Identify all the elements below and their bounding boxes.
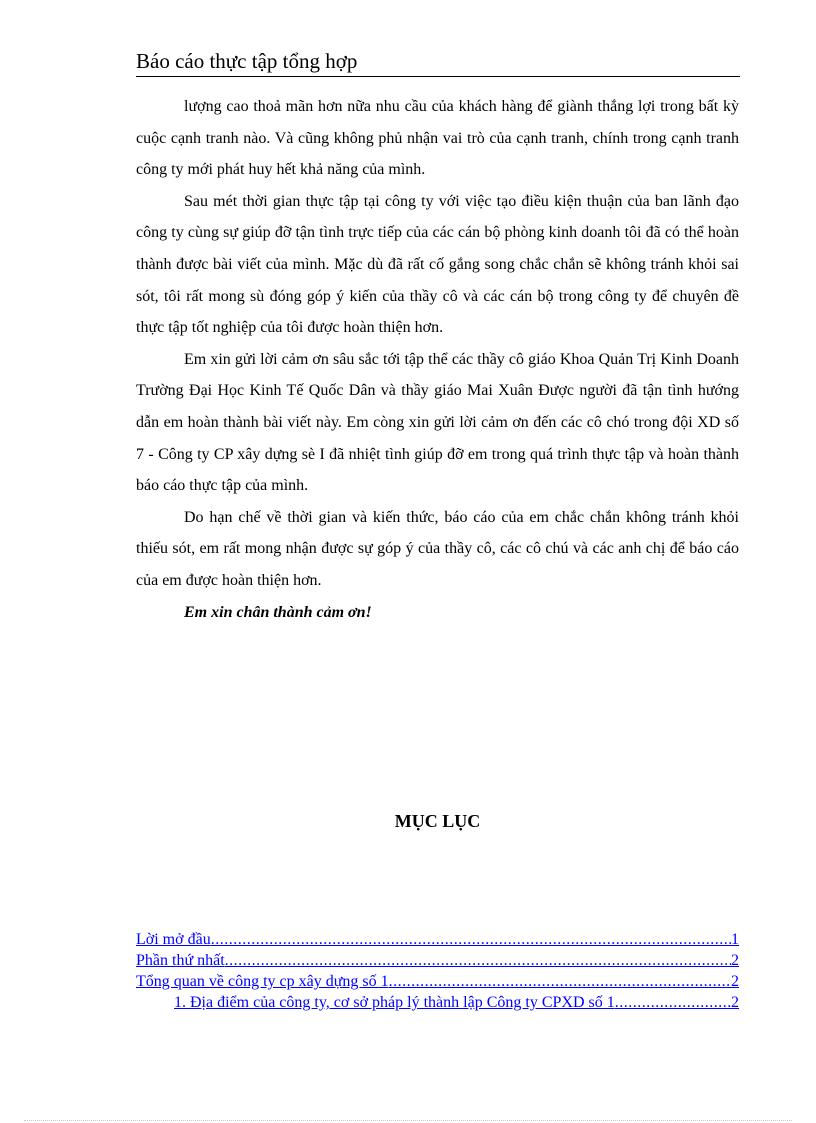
toc-entry-page: 2 [731, 973, 739, 990]
toc-dot-leader [225, 950, 731, 971]
toc-entry-dia-diem[interactable] [136, 992, 739, 1013]
toc-dot-leader [615, 992, 731, 1013]
toc-entry-label: Tổng quan về công ty cp xây dựng số 1 [136, 973, 389, 990]
page-bottom-divider [24, 1120, 792, 1121]
paragraph: lượng cao thoả mãn hơn nữa nhu cầu của khách hàng để giành thắng lợi trong bất kỳ cuộc cạnh tranh nào. Và cũng không phủ nhận vai trò của cạnh tranh, chính trong cạnh tranh công ty mới phát huy hết khả năng của mình. [136, 98, 739, 179]
page-header [136, 48, 740, 77]
toc-entry-page: 2 [731, 952, 739, 969]
toc-entry-tong-quan[interactable] [136, 971, 739, 992]
toc-entry-loi-mo-dau[interactable] [136, 929, 739, 950]
toc-dot-leader [211, 929, 731, 950]
toc-entry-phan-thu-nhat[interactable] [136, 950, 739, 971]
toc-entry-label: Lời mở đầu [136, 931, 211, 948]
toc-heading: MỤC LỤC [394, 811, 481, 831]
toc-entry-label: Phần thứ nhất [136, 952, 225, 969]
closing-line: Em xin chân thành cảm ơn! [184, 603, 372, 621]
paragraph: Em xin gửi lời cảm ơn sâu sắc tới tập thể các thầy cô giáo Khoa Quản Trị Kinh Doanh Trường Đại Học Kinh Tế Quốc Dân và thầy giáo Mai Xuân Được người đã tận tình hướng dẫn em hoàn thành bài viết này. Em còng xin gửi lời cảm ơn đến các cô chó trong đội XD số 7 - Công ty CP xây dựng sè I đã nhiệt tình giúp đỡ em trong quá trình thực tập và hoàn thành báo cáo thực tập của mình. [136, 350, 739, 495]
table-of-contents [136, 929, 739, 1013]
body-text [136, 91, 739, 628]
toc-entry-page: 1 [731, 931, 739, 948]
toc-entry-label: 1. Địa điểm của công ty, cơ sở pháp lý thành lập Công ty CPXD số 1 [174, 994, 615, 1011]
paragraph: Sau mét thời gian thực tập tại công ty với việc tạo điều kiện thuận của ban lãnh đạo công ty cùng sự giúp đỡ tận tình trực tiếp của các cán bộ phòng kinh doanh tôi đã có thể hoàn thành được bài viết của mình. Mặc dù đã rất cố gắng song chắc chắn sẽ không tránh khỏi sai sót, tôi rất mong sù đóng góp ý kiến của thầy cô và các cán bộ trong công ty để chuyên đề thực tập tốt nghiệp của tôi được hoàn thiện hơn. [136, 192, 739, 337]
paragraph: Do hạn chế về thời gian và kiến thức, báo cáo của em chắc chắn không tránh khỏi thiếu sót, em rất mong nhận được sự góp ý của thầy cô, các cô chú và các anh chị để báo cáo của em được hoàn thiện hơn. [136, 508, 739, 589]
toc-entry-page: 2 [731, 994, 739, 1011]
header-title: Báo cáo thực tập tổng hợp [136, 49, 358, 73]
toc-dot-leader [389, 971, 731, 992]
